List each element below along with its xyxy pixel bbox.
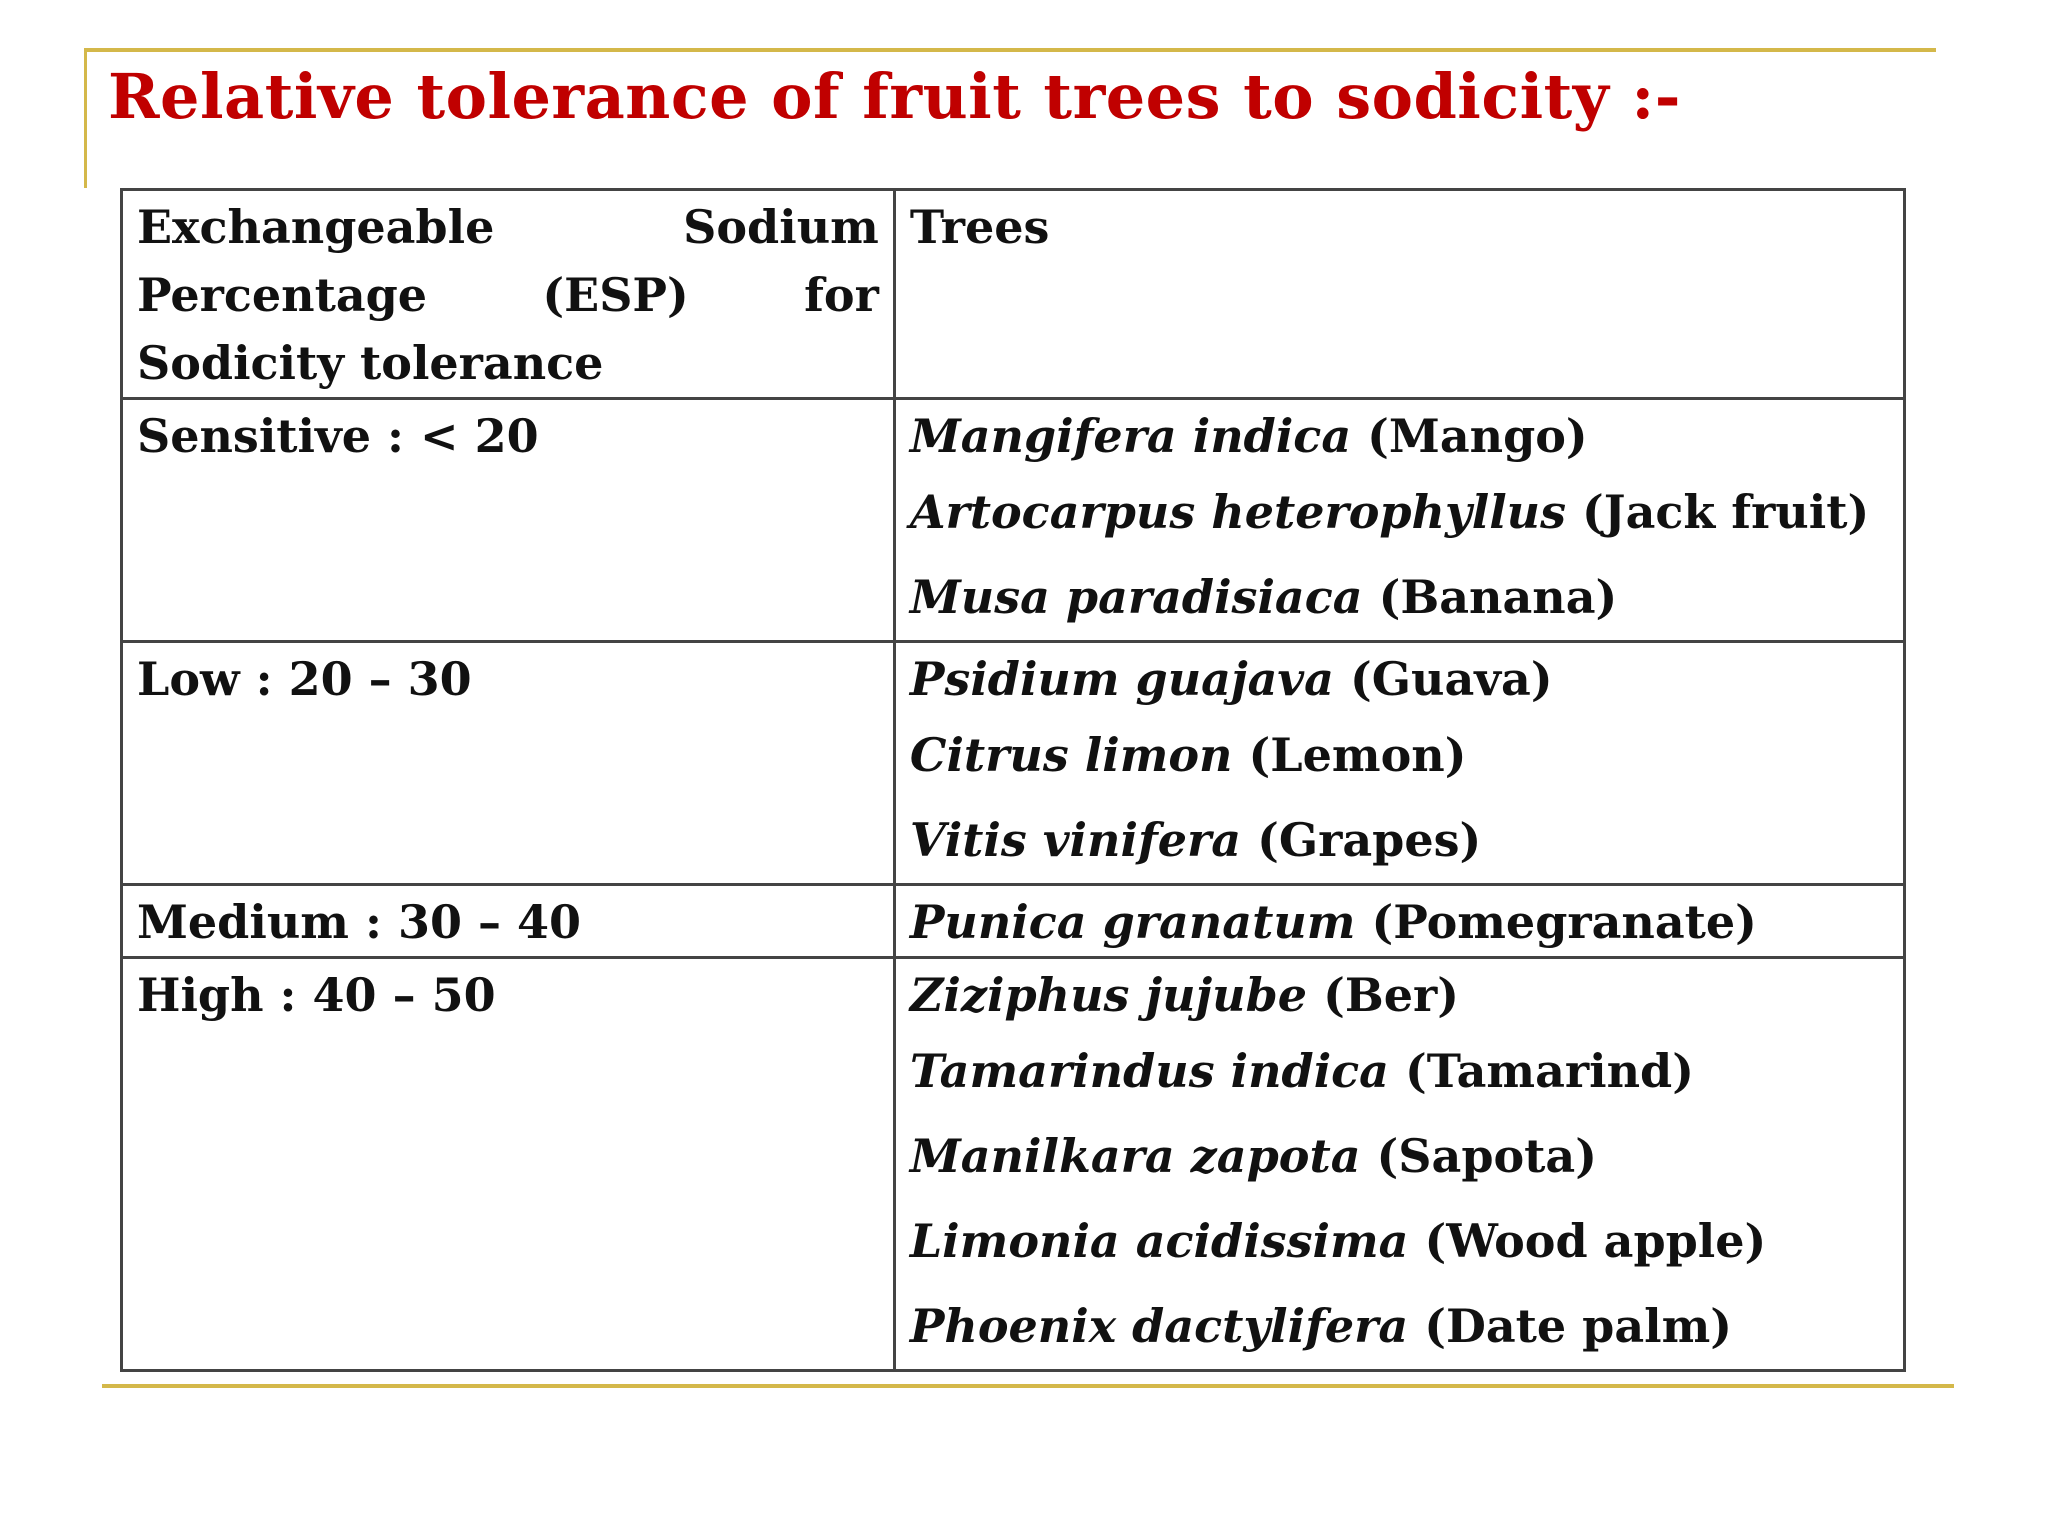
scientific-name: Manilkara zapota: [909, 1129, 1361, 1183]
table-row: [122, 642, 1905, 885]
tree-entry: [910, 555, 1889, 640]
table-row: [122, 885, 1905, 958]
tree-entry: [910, 798, 1889, 883]
trees-cell: [894, 885, 1904, 958]
scientific-name: Vitis vinifera: [909, 813, 1242, 867]
tolerance-sensitive: Sensitive : < 20: [122, 399, 895, 642]
sodicity-tolerance-table: [120, 188, 1906, 1372]
tree-entry: [910, 961, 1889, 1029]
common-name: (Mango): [1367, 409, 1588, 463]
tolerance-low: Low : 20 – 30: [122, 642, 895, 885]
tree-entry: [910, 1284, 1889, 1369]
scientific-name: Artocarpus heterophyllus: [909, 485, 1567, 539]
common-name: (Wood apple): [1424, 1214, 1767, 1268]
common-name: (Guava): [1349, 652, 1553, 706]
left-rule: [84, 48, 87, 188]
tolerance-high: High : 40 – 50: [122, 958, 895, 1371]
common-name: (Date palm): [1424, 1299, 1733, 1353]
tree-entry: [910, 1029, 1889, 1114]
common-name: (Lemon): [1248, 728, 1467, 782]
tree-entry: [910, 402, 1889, 470]
common-name: (Pomegranate): [1371, 895, 1757, 949]
scientific-name: Tamarindus indica: [909, 1044, 1389, 1098]
scientific-name: Mangifera indica: [909, 409, 1352, 463]
table-row: [122, 958, 1905, 1371]
common-name: (Sapota): [1376, 1129, 1597, 1183]
tolerance-medium: Medium : 30 – 40: [122, 885, 895, 958]
common-name: (Banana): [1378, 570, 1618, 624]
scientific-name: Limonia acidissima: [909, 1214, 1409, 1268]
trees-cell: [894, 958, 1904, 1371]
tree-entry: [910, 645, 1889, 713]
tree-entry: [910, 1199, 1889, 1284]
scientific-name: Psidium guajava: [909, 652, 1334, 706]
top-rule: [84, 48, 1936, 52]
tree-entry: [910, 888, 1889, 956]
bottom-rule: [102, 1384, 1954, 1388]
header-esp: Exchangeable Sodium Percentage (ESP) for Sodicity tolerance: [122, 190, 895, 399]
common-name: (Ber): [1323, 968, 1459, 1022]
tree-entry: [910, 1114, 1889, 1199]
tree-entry: [910, 713, 1889, 798]
tree-entry: [910, 470, 1889, 555]
trees-cell: [894, 399, 1904, 642]
scientific-name: Punica granatum: [909, 895, 1356, 949]
table-header-row: [122, 190, 1905, 399]
common-name: (Jack fruit): [1582, 485, 1870, 539]
table-row: [122, 399, 1905, 642]
scientific-name: Phoenix dactylifera: [909, 1299, 1409, 1353]
slide-title: Relative tolerance of fruit trees to sodicity :-: [108, 60, 1682, 133]
scientific-name: Musa paradisiaca: [909, 570, 1363, 624]
header-trees: Trees: [894, 190, 1904, 399]
scientific-name: Citrus limon: [909, 728, 1233, 782]
common-name: (Tamarind): [1405, 1044, 1694, 1098]
common-name: (Grapes): [1257, 813, 1482, 867]
trees-cell: [894, 642, 1904, 885]
scientific-name: Ziziphus jujube: [909, 968, 1308, 1022]
